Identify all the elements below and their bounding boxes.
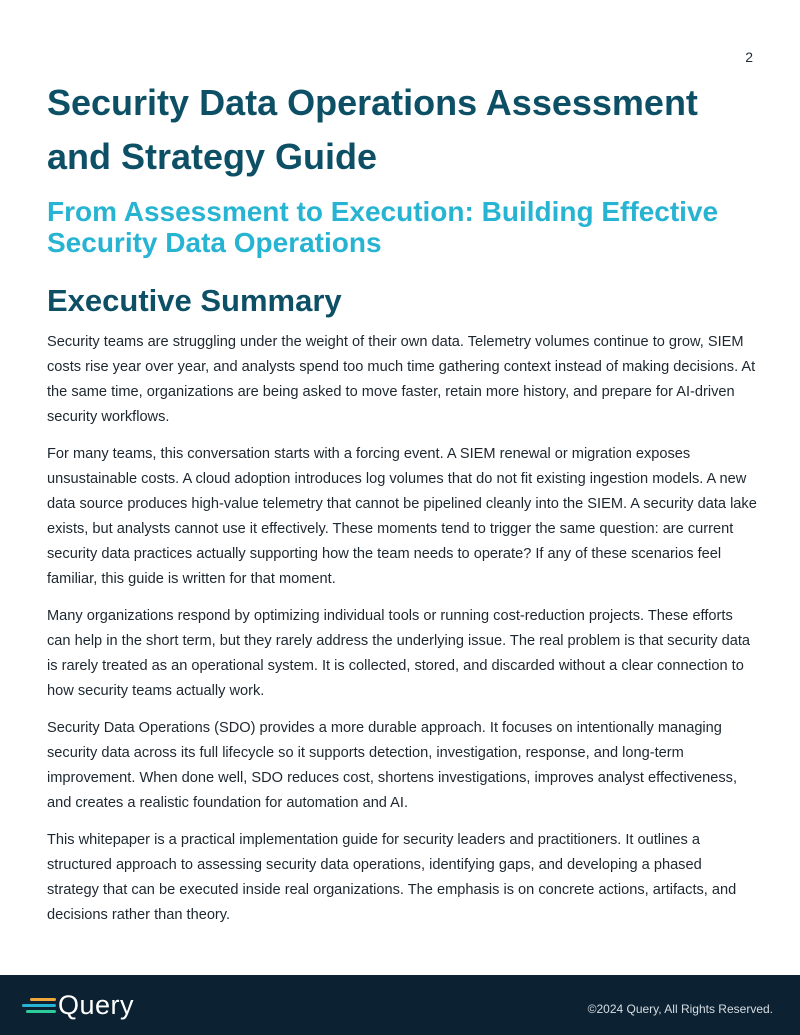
query-logo: [20, 989, 134, 1021]
body-paragraph: For many teams, this conversation starts with a forcing event. A SIEM renewal or migration exposes unsustainable costs. A cloud adoption introduces log volumes that do not fit existing ingestion models. A new data source produces high-value telemetry that cannot be pipelined cleanly into the SIEM. A security data lake exists, but analysts cannot use it effectively. These moments tend to trigger the same question: are current security data practices actually supporting how the team needs to operate? If any of these scenarios feel familiar, this guide is written for that moment.: [47, 446, 757, 587]
section-heading: Executive Summary: [47, 283, 342, 318]
page-footer: [0, 975, 800, 1035]
body-paragraph: Security Data Operations (SDO) provides a more durable approach. It focuses on intentionally managing security data across its full lifecycle so it supports detection, investigation, response, and long-term improvement. When done well, SDO reduces cost, shortens investigations, improves analyst effectiveness, and creates a realistic foundation for automation and AI.: [47, 720, 738, 811]
body-paragraph: Many organizations respond by optimizing individual tools or running cost-reduction projects. These efforts can help in the short term, but they rarely address the underlying issue. The real problem is that security data is rarely treated as an operational system. It is collected, stored, and discarded without a clear connection to how security teams actually work.: [47, 608, 751, 699]
logo-mark-icon: [20, 994, 64, 1016]
document-subtitle: From Assessment to Execution: Building Effective Security Data Operations: [47, 196, 719, 258]
body-paragraph: Security teams are struggling under the weight of their own data. Telemetry volumes continue to grow, SIEM costs rise year over year, and analysts spend too much time gathering context instead of making decisions. At the same time, organizations are being asked to move faster, retain more history, and prepare for AI-driven security workflows.: [47, 334, 756, 425]
section-body: [47, 330, 757, 928]
copyright-text: ©2024 Query, All Rights Reserved.: [587, 1002, 773, 1016]
page-number: 2: [745, 49, 753, 65]
body-paragraph: This whitepaper is a practical implementation guide for security leaders and practitioners. It outlines a structured approach to assessing security data operations, identifying gaps, and developing a phased strategy that can be executed inside real organizations. The emphasis is on concrete actions, artifacts, and decisions rather than theory.: [47, 832, 737, 923]
page-content: [47, 76, 757, 940]
document-title: Security Data Operations Assessment and Strategy Guide: [47, 82, 698, 177]
logo-text: Query: [58, 989, 135, 1020]
